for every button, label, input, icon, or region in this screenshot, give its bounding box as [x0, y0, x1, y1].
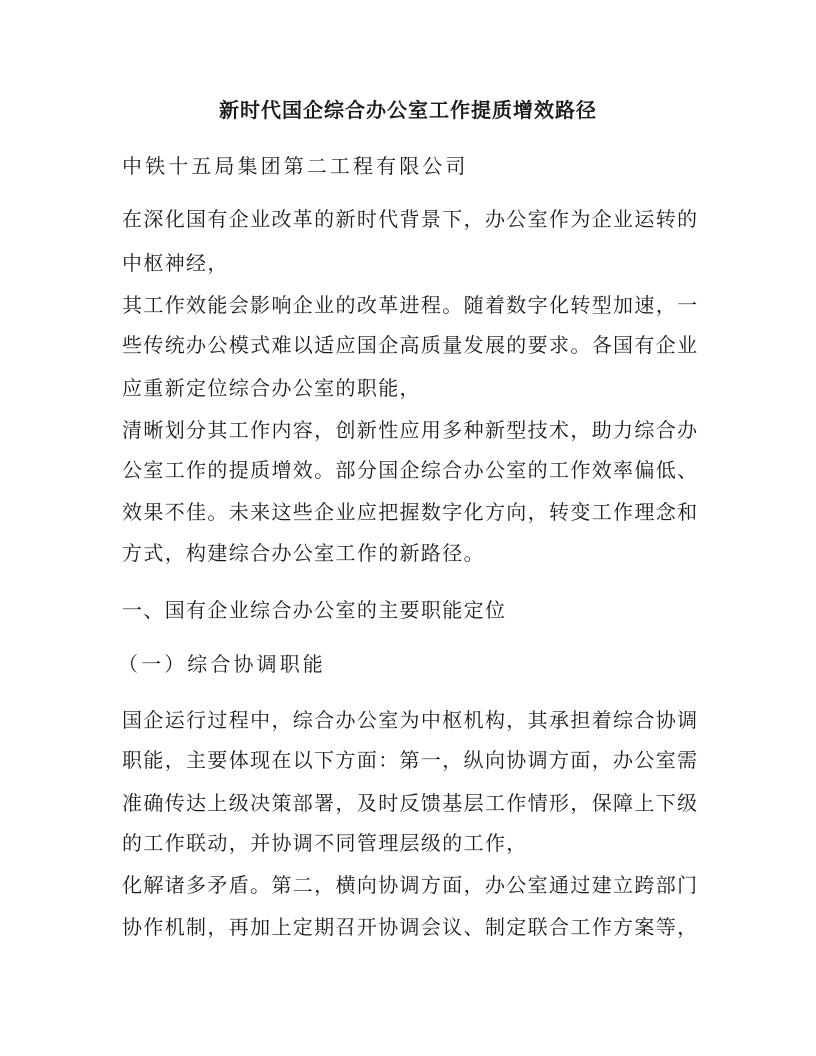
paragraph-line: 协作机制，再加上定期召开协调会议、制定联合工作方案等， — [122, 915, 699, 939]
paragraph-line: 职能，主要体现在以下方面：第一，纵向协调方面，办公室需 — [122, 748, 699, 772]
paragraph-line: 化解诸多矛盾。第二，横向协调方面，办公室通过建立跨部门 — [122, 873, 699, 897]
paragraph-line: 应重新定位综合办公室的职能， — [122, 376, 421, 400]
section-heading: 一、国有企业综合办公室的主要职能定位 — [122, 598, 507, 622]
paragraph-line: 效果不佳。未来这些企业应把握数字化方向，转变工作理念和 — [122, 500, 699, 524]
author-line: 中铁十五局集团第二工程有限公司 — [122, 154, 469, 178]
paragraph-line: 公室工作的提质增效。部分国企综合办公室的工作效率偏低、 — [122, 458, 699, 482]
document-title: 新时代国企综合办公室工作提质增效路径 — [219, 98, 597, 122]
paragraph-line: 的工作联动，并协调不同管理层级的工作， — [122, 831, 528, 855]
paragraph-line: 方式，构建综合办公室工作的新路径。 — [122, 541, 485, 565]
paragraph-line: 些传统办公模式难以适应国企高质量发展的要求。各国有企业 — [122, 333, 699, 357]
subsection-heading: （一）综合协调职能 — [118, 652, 326, 676]
paragraph-line: 国企运行过程中，综合办公室为中枢机构，其承担着综合协调 — [122, 708, 699, 732]
paragraph-line: 其工作效能会影响企业的改革进程。随着数字化转型加速，一 — [122, 293, 699, 317]
paragraph-line: 准确传达上级决策部署，及时反馈基层工作情形，保障上下级 — [122, 791, 699, 815]
paragraph-line: 清晰划分其工作内容，创新性应用多种新型技术，助力综合办 — [122, 418, 699, 442]
paragraph-line: 中枢神经， — [122, 251, 229, 275]
paragraph-line: 在深化国有企业改革的新时代背景下，办公室作为企业运转的 — [122, 207, 699, 231]
